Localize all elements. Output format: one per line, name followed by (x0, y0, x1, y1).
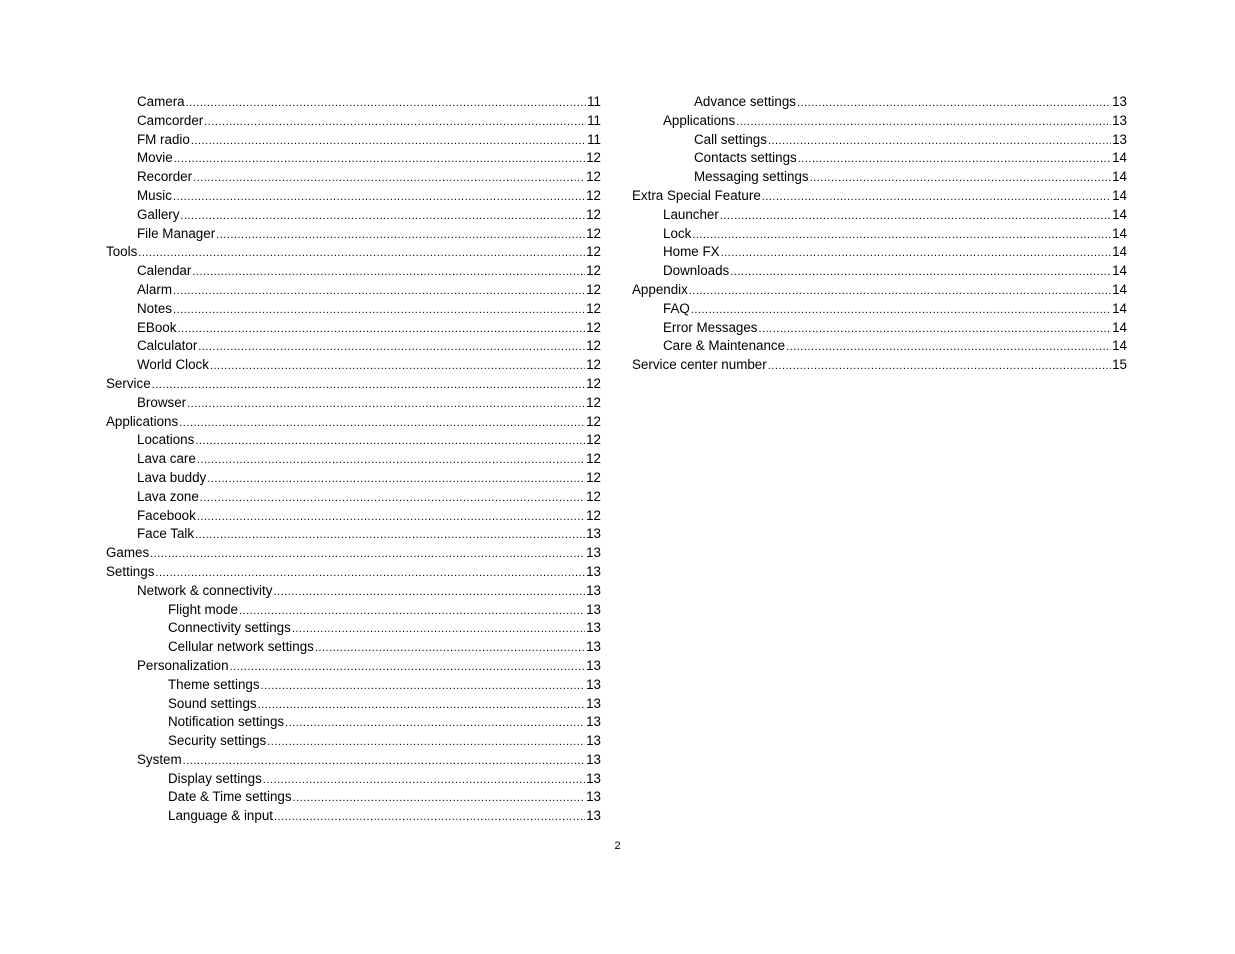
toc-entry[interactable] (106, 300, 601, 319)
toc-entry[interactable] (632, 319, 1127, 338)
toc-entry-title: Applications (106, 413, 179, 429)
toc-entry-page: 12 (586, 413, 601, 429)
toc-entry-title: Music (137, 187, 172, 203)
toc-entry-title: FM radio (137, 131, 190, 147)
toc-entry-title: Messaging settings (694, 169, 809, 185)
toc-entry-title: Service center number (632, 357, 767, 373)
toc-dot-leader (762, 188, 1111, 207)
toc-entry[interactable] (106, 770, 601, 789)
toc-dot-leader (187, 395, 585, 414)
toc-dot-leader (216, 226, 585, 245)
toc-entry-page: 12 (586, 150, 601, 166)
toc-dot-leader (736, 113, 1111, 132)
toc-entry-title: Lava buddy (137, 469, 207, 485)
toc-dot-leader (239, 602, 585, 621)
toc-entry[interactable] (106, 131, 601, 150)
toc-entry-title: System (137, 751, 182, 767)
toc-entry-page: 12 (586, 244, 601, 260)
toc-entry[interactable] (106, 507, 601, 526)
toc-entry[interactable] (632, 281, 1127, 300)
toc-entry[interactable] (106, 168, 601, 187)
toc-entry[interactable] (106, 695, 601, 714)
toc-entry-page: 12 (586, 507, 601, 523)
toc-entry-page: 13 (586, 789, 601, 805)
toc-entry-title: Service (106, 375, 151, 391)
toc-entry[interactable] (106, 469, 601, 488)
toc-dot-leader (797, 94, 1111, 113)
toc-entry[interactable] (106, 93, 601, 112)
toc-entry-page: 13 (586, 526, 601, 542)
toc-entry[interactable] (106, 206, 601, 225)
toc-entry-page: 13 (1112, 131, 1127, 147)
toc-entry-page: 14 (1112, 300, 1127, 316)
toc-dot-leader (177, 320, 585, 339)
toc-dot-leader (691, 301, 1111, 320)
toc-entry-page: 11 (587, 112, 601, 128)
toc-entry-page: 13 (586, 657, 601, 673)
toc-dot-leader (197, 451, 585, 470)
toc-entry[interactable] (632, 149, 1127, 168)
toc-dot-leader (186, 94, 586, 113)
toc-entry-page: 14 (1112, 338, 1127, 354)
toc-entry[interactable] (106, 807, 601, 826)
toc-entry-page: 13 (586, 770, 601, 786)
toc-entry-title: EBook (137, 319, 177, 335)
toc-dot-leader (173, 188, 585, 207)
toc-entry-title: Lava zone (137, 488, 199, 504)
toc-entry[interactable] (106, 281, 601, 300)
toc-entry-title: Display settings (168, 770, 262, 786)
toc-entry-title: Date & Time settings (168, 789, 292, 805)
toc-entry-page: 12 (586, 357, 601, 373)
toc-entry-page: 12 (586, 432, 601, 448)
toc-entry[interactable] (106, 676, 601, 695)
toc-dot-leader (768, 357, 1111, 376)
toc-entry-page: 11 (587, 131, 601, 147)
toc-entry[interactable] (106, 713, 601, 732)
toc-entry-page: 14 (1112, 263, 1127, 279)
toc-dot-leader (810, 169, 1111, 188)
toc-dot-leader (195, 526, 585, 545)
toc-entry-title: Alarm (137, 281, 172, 297)
toc-entry-page: 13 (586, 620, 601, 636)
toc-entry-page: 12 (586, 451, 601, 467)
toc-entry-page: 13 (586, 808, 601, 824)
toc-entry[interactable] (106, 413, 601, 432)
toc-dot-leader (720, 207, 1111, 226)
toc-entry[interactable] (632, 206, 1127, 225)
toc-entry[interactable] (106, 488, 601, 507)
toc-entry-title: File Manager (137, 225, 216, 241)
toc-dot-leader (198, 338, 585, 357)
toc-dot-leader (191, 132, 586, 151)
toc-entry-title: FAQ (663, 300, 690, 316)
toc-entry[interactable] (106, 788, 601, 807)
toc-entry[interactable] (106, 431, 601, 450)
toc-entry-title: Theme settings (168, 676, 260, 692)
toc-entry-page: 14 (1112, 281, 1127, 297)
toc-entry[interactable] (106, 149, 601, 168)
toc-entry-title: Notes (137, 300, 172, 316)
toc-dot-leader (285, 714, 585, 733)
toc-entry-page: 13 (586, 563, 601, 579)
toc-dot-leader (798, 150, 1111, 169)
toc-entry-title: World Clock (137, 357, 209, 373)
toc-dot-leader (267, 733, 585, 752)
toc-entry-page: 12 (586, 206, 601, 222)
toc-entry[interactable] (106, 225, 601, 244)
toc-dot-leader (204, 113, 586, 132)
toc-entry-page: 12 (586, 169, 601, 185)
toc-dot-leader (692, 226, 1111, 245)
toc-entry-page: 12 (586, 263, 601, 279)
toc-entry-title: Personalization (137, 657, 229, 673)
toc-entry-title: Tools (106, 244, 138, 260)
toc-entry-title: Games (106, 545, 150, 561)
toc-entry-title: Gallery (137, 206, 180, 222)
toc-dot-leader (210, 357, 585, 376)
toc-entry-page: 14 (1112, 319, 1127, 335)
toc-entry-page: 12 (586, 394, 601, 410)
toc-dot-leader (207, 470, 585, 489)
toc-dot-leader (174, 150, 585, 169)
toc-entry-page: 12 (586, 225, 601, 241)
toc-entry-title: Downloads (663, 263, 730, 279)
toc-entry-title: Browser (137, 394, 187, 410)
toc-dot-leader (230, 658, 586, 677)
toc-entry[interactable] (632, 243, 1127, 262)
toc-entry-title: Settings (106, 563, 155, 579)
toc-entry-title: Face Talk (137, 526, 195, 542)
toc-dot-leader (195, 432, 585, 451)
toc-dot-leader (173, 282, 585, 301)
toc-entry-page: 12 (586, 187, 601, 203)
toc-entry-page: 13 (586, 714, 601, 730)
toc-entry[interactable] (106, 394, 601, 413)
toc-dot-leader (173, 301, 585, 320)
toc-entry-title: Locations (137, 432, 195, 448)
toc-entry-page: 12 (586, 488, 601, 504)
toc-entry-page: 12 (586, 375, 601, 391)
toc-entry-page: 12 (586, 300, 601, 316)
toc-entry[interactable] (106, 356, 601, 375)
toc-entry[interactable] (632, 93, 1127, 112)
toc-dot-leader (768, 132, 1111, 151)
toc-dot-leader (258, 696, 586, 715)
toc-dot-leader (292, 620, 585, 639)
toc-entry-title: Recorder (137, 169, 193, 185)
toc-dot-leader (192, 263, 585, 282)
toc-entry[interactable] (632, 225, 1127, 244)
toc-dot-leader (183, 752, 585, 771)
toc-entry-page: 11 (587, 94, 601, 109)
toc-dot-leader (179, 414, 585, 433)
toc-entry-title: Notification settings (168, 714, 285, 730)
toc-entry[interactable] (106, 732, 601, 751)
toc-entry[interactable] (632, 300, 1127, 319)
toc-entry-title: Connectivity settings (168, 620, 291, 636)
toc-entry[interactable] (632, 112, 1127, 131)
toc-entry[interactable] (106, 112, 601, 131)
toc-entry-page: 13 (586, 639, 601, 655)
toc-dot-leader (689, 282, 1111, 301)
toc-entry-page: 15 (1112, 357, 1127, 373)
toc-entry-title: Launcher (663, 206, 719, 222)
toc-dot-leader (155, 564, 585, 583)
toc-entry-page: 14 (1112, 150, 1127, 166)
toc-entry-title: Lava care (137, 451, 196, 467)
toc-dot-leader (138, 244, 585, 263)
toc-entry[interactable] (632, 262, 1127, 281)
toc-entry-page: 13 (586, 733, 601, 749)
toc-entry-page: 13 (586, 695, 601, 711)
toc-dot-leader (261, 677, 586, 696)
toc-entry-title: Care & Maintenance (663, 338, 786, 354)
toc-entry[interactable] (106, 319, 601, 338)
toc-right-column (632, 93, 1127, 375)
toc-entry[interactable] (632, 337, 1127, 356)
toc-entry[interactable] (106, 751, 601, 770)
toc-entry-page: 13 (586, 676, 601, 692)
toc-entry-title: Movie (137, 150, 173, 166)
toc-dot-leader (180, 207, 585, 226)
toc-entry-title: Calculator (137, 338, 198, 354)
toc-entry[interactable] (106, 375, 601, 394)
toc-entry[interactable] (106, 601, 601, 620)
toc-entry-page: 13 (586, 582, 601, 598)
toc-entry-page: 13 (586, 601, 601, 617)
toc-entry-title: Flight mode (168, 601, 238, 617)
toc-entry-title: Security settings (168, 733, 267, 749)
toc-entry[interactable] (106, 187, 601, 206)
toc-entry-title: Network & connectivity (137, 582, 273, 598)
toc-entry[interactable] (106, 563, 601, 582)
toc-entry[interactable] (106, 337, 601, 356)
toc-entry[interactable] (106, 619, 601, 638)
toc-entry-title: Sound settings (168, 695, 257, 711)
toc-dot-leader (152, 376, 585, 395)
toc-entry-title: Advance settings (694, 94, 796, 109)
toc-entry-title: Applications (663, 112, 736, 128)
toc-entry-page: 14 (1112, 206, 1127, 222)
toc-entry-page: 12 (586, 469, 601, 485)
toc-dot-leader (150, 545, 585, 564)
toc-entry-page: 13 (586, 751, 601, 767)
toc-entry-page: 12 (586, 338, 601, 354)
toc-dot-leader (293, 789, 586, 808)
page-number: 2 (614, 840, 621, 852)
toc-entry-page: 12 (586, 319, 601, 335)
toc-entry-page: 14 (1112, 187, 1127, 203)
toc-entry-title: Call settings (694, 131, 767, 147)
toc-entry-title: Lock (663, 225, 692, 241)
toc-entry-title: Camera (137, 94, 185, 109)
toc-entry[interactable] (106, 638, 601, 657)
toc-entry-page: 14 (1112, 244, 1127, 260)
toc-entry-title: Home FX (663, 244, 720, 260)
toc-dot-leader (273, 583, 585, 602)
toc-entry-title: Appendix (632, 281, 688, 297)
toc-dot-leader (759, 320, 1112, 339)
toc-entry-title: Contacts settings (694, 150, 797, 166)
toc-entry-title: Language & input (168, 808, 273, 824)
toc-entry[interactable] (106, 582, 601, 601)
toc-entry[interactable] (632, 168, 1127, 187)
toc-dot-leader (197, 508, 585, 527)
toc-entry[interactable] (106, 657, 601, 676)
toc-entry-title: Calendar (137, 263, 192, 279)
toc-entry[interactable] (106, 262, 601, 281)
toc-entry-title: Cellular network settings (168, 639, 314, 655)
toc-entry-page: 12 (586, 281, 601, 297)
toc-entry[interactable] (106, 525, 601, 544)
toc-dot-leader (786, 338, 1111, 357)
toc-entry-title: Error Messages (663, 319, 758, 335)
toc-left-column (106, 93, 601, 826)
toc-dot-leader (315, 639, 585, 658)
toc-entry-title: Camcorder (137, 112, 204, 128)
toc-entry-title: Facebook (137, 507, 196, 523)
toc-dot-leader (263, 771, 585, 790)
toc-dot-leader (721, 244, 1112, 263)
toc-entry[interactable] (106, 544, 601, 563)
toc-entry[interactable] (632, 356, 1127, 375)
toc-entry-page: 14 (1112, 169, 1127, 185)
toc-entry[interactable] (106, 450, 601, 469)
toc-dot-leader (193, 169, 585, 188)
toc-entry-page: 13 (1112, 94, 1127, 109)
toc-dot-leader (730, 263, 1111, 282)
toc-dot-leader (200, 489, 585, 508)
toc-entry-page: 13 (1112, 112, 1127, 128)
toc-entry[interactable] (632, 187, 1127, 206)
toc-entry-title: Extra Special Feature (632, 187, 761, 203)
toc-dot-leader (274, 808, 585, 827)
toc-entry[interactable] (106, 243, 601, 262)
toc-entry-page: 14 (1112, 225, 1127, 241)
toc-entry[interactable] (632, 131, 1127, 150)
toc-entry-page: 13 (586, 545, 601, 561)
